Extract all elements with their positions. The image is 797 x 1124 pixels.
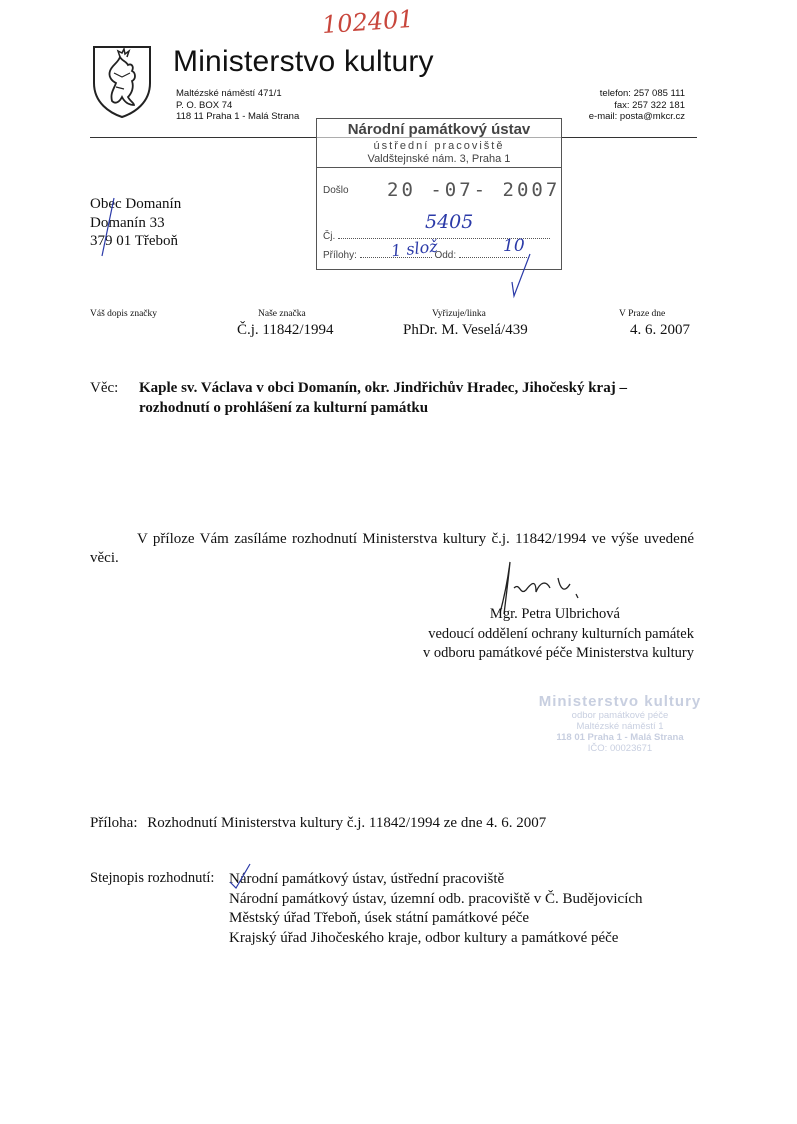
subject-label: Věc: [90, 380, 119, 396]
signature-block [380, 605, 694, 664]
signatory-name: Mgr. Petra Ulbrichová [489, 606, 620, 622]
address-line: Maltézské náměstí 471/1 [176, 88, 282, 99]
place-date-label: V Praze dne [619, 309, 666, 319]
copies-list [229, 870, 643, 948]
received-stamp [316, 118, 562, 270]
faint-stamp-line: Maltézské náměstí 1 [576, 721, 664, 732]
faint-stamp-title: Ministerstvo kultury [538, 693, 702, 710]
stamp-attachments-value: 1 slož [390, 236, 439, 261]
recipient-line: Domanín 33 [90, 214, 165, 231]
stamp-cj-label: Čj. [323, 231, 336, 242]
stamp-title: Národní památkový ústav [347, 121, 531, 138]
subject-line: Kaple sv. Václava v obci Domanín, okr. Jindřichův Hradec, Jihočeský kraj – [139, 380, 627, 396]
attachment-line [90, 815, 546, 832]
pen-stroke-icon [500, 252, 540, 302]
signatory-title: vedoucí oddělení ochrany kulturních památek [428, 625, 694, 642]
attachment-text: Rozhodnutí Ministerstva kultury č.j. 11842/1994 ze dne 4. 6. 2007 [147, 815, 547, 831]
check-mark-icon [226, 862, 252, 892]
signatory-title: v odboru památkové péče Ministerstva kultury [422, 645, 694, 661]
stamp-line: ústřední pracoviště [373, 140, 505, 152]
stamp-cj-value: 5405 [425, 211, 474, 233]
state-emblem-icon [90, 43, 154, 119]
fax: fax: 257 322 181 [614, 99, 685, 111]
recipient-line: 379 01 Třeboň [90, 233, 179, 249]
address-line: P. O. BOX 74 [176, 99, 233, 111]
handled-by-label: Vyřizuje/linka [432, 309, 486, 319]
copy-recipient: Krajský úřad Jihočeského kraje, odbor kultury a památkové péče [229, 929, 619, 946]
stamp-attachments-label: Přílohy: [323, 250, 357, 261]
stamp-date: 20 -07- 2007 [387, 179, 561, 201]
ministry-contact [589, 88, 685, 123]
subject-line: rozhodnutí o prohlášení za kulturní památku [139, 400, 429, 416]
stamp-date-label: Došlo [323, 185, 349, 196]
our-ref: Č.j. 11842/1994 [237, 322, 334, 338]
email: e-mail: posta@mkcr.cz [588, 111, 685, 122]
faint-stamp-line: 118 01 Praha 1 - Malá Strana [556, 732, 684, 743]
copy-recipient: Městský úřad Třeboň, úsek státní památkové péče [229, 910, 530, 926]
ministry-address [176, 88, 299, 123]
faint-stamp-line: IČO: 00023671 [587, 743, 653, 754]
faint-stamp-line: odbor památkové péče [571, 710, 669, 721]
ministry-name: Ministerstvo kultury [173, 45, 434, 78]
strike-mark-icon [88, 196, 118, 260]
recipient-line: Obec Domanín [90, 196, 182, 212]
copies-label: Stejnopis rozhodnutí: [90, 870, 215, 886]
address-line: 118 11 Praha 1 - Malá Strana [176, 111, 300, 122]
stamp-dept-value: 10 [503, 236, 525, 256]
stamp-line: Valdštejnské nám. 3, Praha 1 [367, 153, 511, 165]
copy-recipient: Národní památkový ústav, ústřední pracoviště [229, 871, 505, 887]
faint-ministry-stamp [530, 693, 710, 754]
handwritten-number: 102401 [321, 4, 415, 40]
attachment-label: Příloha: [90, 815, 138, 831]
your-letter-label: Váš dopis značky [90, 309, 158, 319]
our-ref-label: Naše značka [258, 309, 306, 319]
copy-recipient: Národní památkový ústav, územní odb. pracoviště v Č. Budějovicích [229, 890, 643, 907]
letter-date: 4. 6. 2007 [630, 322, 690, 338]
phone: telefon: 257 085 111 [599, 88, 685, 99]
handled-by: PhDr. M. Veselá/439 [403, 322, 528, 338]
stamp-divider [317, 167, 561, 168]
body-paragraph: V příloze Vám zasíláme rozhodnutí Ministerstva kultury č.j. 11842/1994 ve výše uvedené věci. [90, 531, 694, 566]
stamp-dept-label: Odd: [434, 250, 457, 261]
